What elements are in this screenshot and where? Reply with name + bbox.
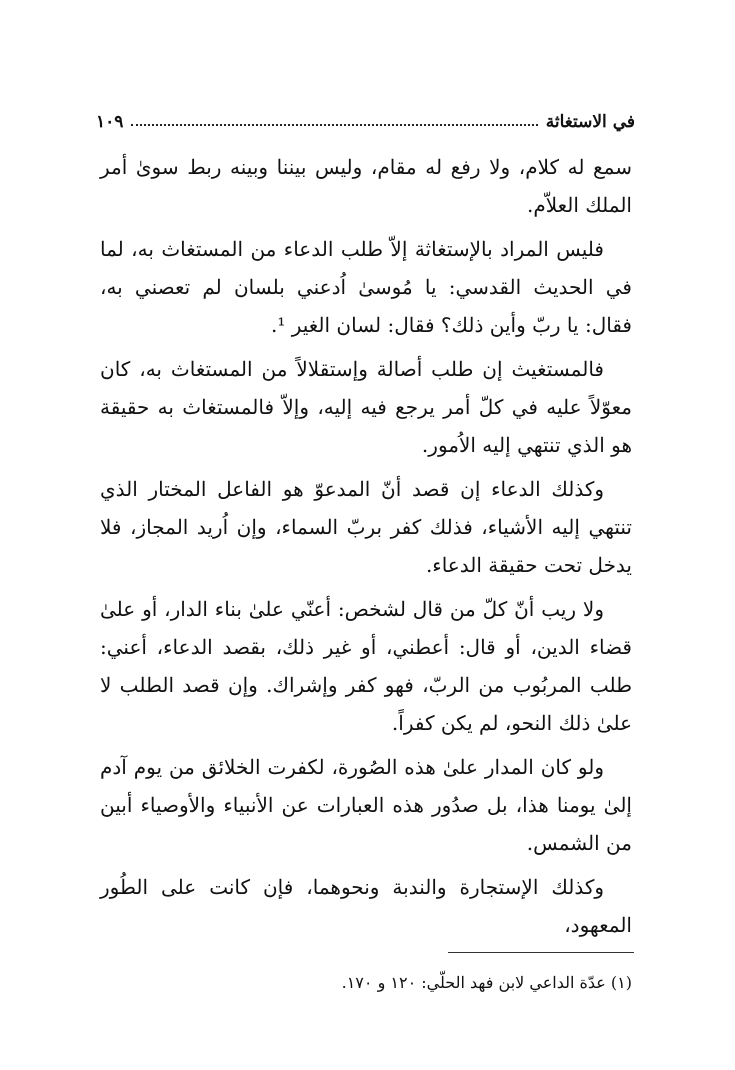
running-header xyxy=(96,96,635,132)
header-dot-leader xyxy=(131,123,537,126)
paragraph-6: ولو كان المدار علىٰ هذه الصُورة، لكفرت الخلائق من يوم آدم إلىٰ يومنا هذا، بل صدُور هذه العبارات عن الأنبياء والأوصياء أبين من الشمس. xyxy=(100,755,632,855)
body-text xyxy=(100,148,632,950)
footnote-separator xyxy=(448,952,634,953)
paragraph-7: وكذلك الإستجارة والندبة ونحوهما، فإن كانت على الطُور المعهود، xyxy=(100,875,632,937)
paragraph-3: فالمستغيث إن طلب أصالة وإستقلالاً من المستغاث به، كان معوّلاً عليه في كلّ أمر يرجع فيه إليه، وإلاّ فالمستغاث به حقيقة هو الذي تنتهي إليه الاُمور. xyxy=(100,357,632,457)
paragraph-2: فليس المراد بالإستغاثة إلاّ طلب الدعاء من المستغاث به، لما في الحديث القدسي: يا مُوسىٰ اُدعني بلسان لم تعصني به، فقال: يا ربّ وأين ذلك؟ فقال: لسان الغير ¹. xyxy=(100,237,632,337)
page-number: ١٠٩ xyxy=(96,112,124,132)
paragraph-4: وكذلك الدعاء إن قصد أنّ المدعوّ هو الفاعل المختار الذي تنتهي إليه الأشياء، فذلك كفر بربّ السماء، وإن اُريد المجاز، فلا يدخل تحت حقيقة الدعاء. xyxy=(100,477,632,577)
header-title: في الاستغاثة xyxy=(545,112,635,132)
paragraph-1: سمع له كلام، ولا رفع له مقام، وليس بيننا وبينه ربط سوىٰ أمر الملك العلاّم. xyxy=(100,155,632,217)
footnote: (١) عدّة الداعي لابن فهد الحلّي: ١٢٠ و ١٧٠. xyxy=(341,973,632,992)
paragraph-5: ولا ريب أنّ كلّ من قال لشخص: أعنّي علىٰ بناء الدار، أو علىٰ قضاء الدين، أو قال: أعطني، أو غير ذلك، بقصد الدعاء، أعني: طلب المربُوب من الربّ، فهو كفر وإشراك. وإن قصد الطلب لا علىٰ ذلك النحو، لم يكن كفراً. xyxy=(100,597,632,735)
